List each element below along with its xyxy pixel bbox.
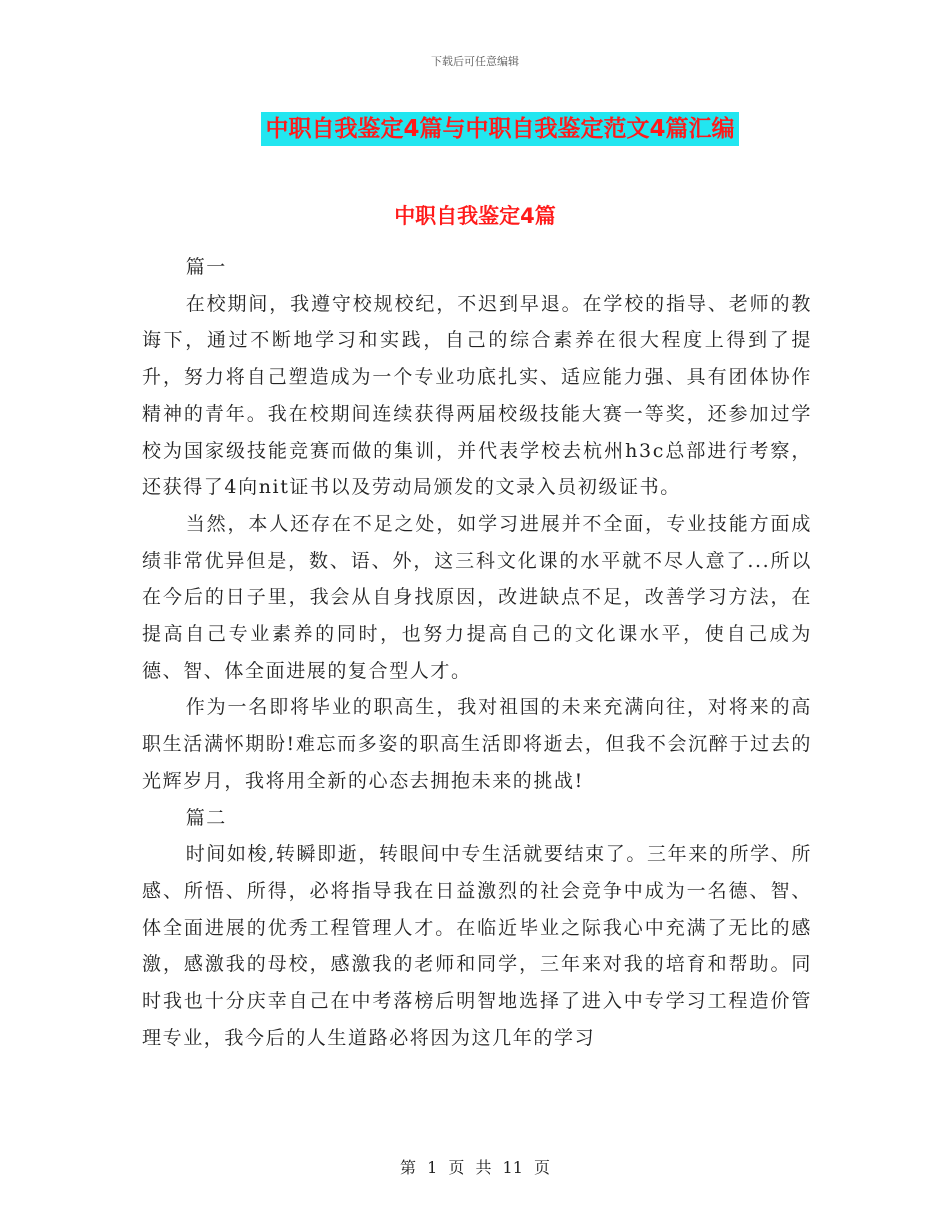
paragraph: 在校期间，我遵守校规校纪，不迟到早退。在学校的指导、老师的教诲下，通过不断地学习和实践，自己的综合素养在很大程度上得到了提升，努力将自己塑造成为一个专业功底扎实、适应能力强、具有团体协作精神的青年。我在校期间连续获得两届校级技能大赛一等奖，还参加过学校为国家级技能竞赛而做的集训，并代表学校去杭州h3c总部进行考察，还获得了4向nit证书以及劳动局颁发的文录入员初级证书。 <box>142 292 812 499</box>
section-heading-1: 篇一 <box>185 256 227 278</box>
paragraph: 作为一名即将毕业的职高生，我对祖国的未来充满向往，对将来的高职生活满怀期盼!难忘而多姿的职高生活即将逝去，但我不会沉醉于过去的光辉岁月，我将用全新的心态去拥抱未来的挑战! <box>142 696 812 792</box>
section-title: 中职自我鉴定4篇 <box>394 204 556 228</box>
page-number-footer: 第 1 页 共 11 页 <box>400 1158 550 1177</box>
section-heading-2: 篇二 <box>185 806 227 829</box>
paragraph: 当然，本人还存在不足之处，如学习进展并不全面，专业技能方面成绩非常优异但是，数、语、外，这三科文化课的水平就不尽人意了...所以在今后的日子里，我会从自身找原因，改进缺点不足，改善学习方法，在提高自己专业素养的同时，也努力提高自己的文化课水平，使自己成为德、智、体全面进展的复合型人才。 <box>142 512 812 682</box>
document-body <box>142 249 812 1056</box>
main-title: 中职自我鉴定4篇与中职自我鉴定范文4篇汇编 <box>261 112 738 146</box>
page-header-note: 下载后可任意编辑 <box>431 55 519 68</box>
main-title-container <box>0 112 950 146</box>
paragraph: 时间如梭,转瞬即逝，转眼间中专生活就要结束了。三年来的所学、所感、所悟、所得，必将指导我在日益激烈的社会竞争中成为一名德、智、体全面进展的优秀工程管理人才。在临近毕业之际我心中充满了无比的感激，感激我的母校，感激我的老师和同学，三年来对我的培育和帮助。同时我也十分庆幸自己在中考落榜后明智地选择了进入中专学习工程造价管理专业，我今后的人生道路必将因为这几年的学习 <box>142 843 812 1049</box>
